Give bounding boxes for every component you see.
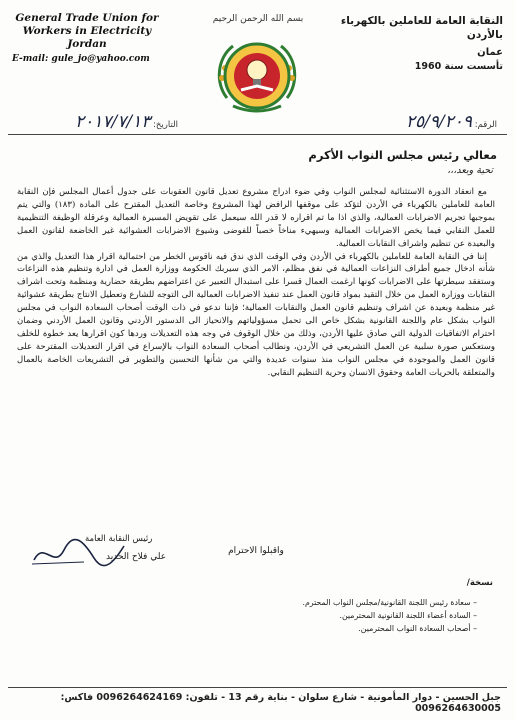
signatory-title: رئيس النقابة العامة [85, 534, 153, 544]
reference-number: ٢٥/٩/٢٠٩ [405, 112, 473, 132]
english-union-name: General Trade Union for Workers in Electricity Jordan [15, 12, 159, 50]
footer-divider [8, 687, 507, 688]
cc-item: – سعادة رئيس اللجنة القانونية/مجلس النواب المحترم. [217, 596, 477, 609]
email-address: E-mail: gule_jo@yahoo.com [12, 54, 150, 64]
reference-label: الرقم: [474, 120, 497, 130]
date-label: التاريخ: [153, 120, 178, 130]
date-row [18, 112, 178, 132]
body-paragraph: إننا في النقابة العامة للعاملين بالكهرباء في الأردن وفي الوقت الذي ندق فيه ناقوس الخطر من احتمالية اقرار هذا التعديل والذي من شأنه ادخال جميع أطراف النزاعات العمالية في نفق مظلم، الامر الذي سيربك الحكومة ووزارة العمل في ادارة وتنظيم هذه النزاعات وستفقد سيطرتها على الاضرابات كونها ارغمت العمال قسرا على استبدال التعبير عن اعتراضهم بطريقة حضارية ومنظمة وتحت اشراف النقابات ووزارة العمل من خلال التقيد بمواد قانون العمل عند تنفيذ الاضرابات العمالية الى التوجه للشارع وتعطيل الانتاج بطريقة عشوائية غير منظمة وبعيدة عن اشراف وتنظيم قانون العمل والنقابات العمالية؛ فإننا ندعو في ذات الوقت أصحاب السعادة النواب في مجلس النواب بشكل عام واللجنة القانونية بشكل خاص الى تحمل مسؤولياتهم والانحياز الى الدستور الأردني وقانون العمل الأردني وضمان احترام الاتفاقيات الدولية التي صادق عليها الأردن، وذلك من خلال الوقوف في وجه هذه التعديلات وردها كون اقرارها يعد خطوة للخلف وستعكس صورة سلبية عن العمل التشريعي في الأردن، ونطالب أصحاب السعادة النواب بالإسراع في اقرار التعديلات المقترحة على قانون العمل والموجودة في مجلس النواب منذ سنوات عديدة والتي من شأنها التحسين والتطوير في التشريعات الخاصة بالعمال والمتعلقة بالحريات العامة وحقوق الانسان وحرية التنظيم النقابي. [17, 251, 495, 378]
cc-item: – السادة أعضاء اللجنة القانونية المحترمين. [217, 609, 477, 622]
header-divider [8, 134, 507, 135]
letter-body [17, 186, 495, 380]
cc-item: – أصحاب السعادة النواب المحترمين. [217, 622, 477, 635]
letter-greeting: تحية وبعد،،، [447, 165, 493, 176]
english-letterhead [12, 12, 162, 66]
body-paragraph: مع انعقاد الدورة الاستثنائية لمجلس النواب وفي ضوء ادراج مشروع تعديل قانون العقوبات على جدول أعمال المجلس فإن النقابة العامة للعاملين بالكهرباء في الأردن لتؤكد على موقفها الرافض لهذا المشروع وخاصة التعديل المقترح على المادة (١٨٣) والتي يتم بموجبها تجريم الاضرابات العمالية، والذي اذا ما تم اقراره لا قدر الله سيعمل على تقويض المسيرة العمالية وعرقلة الوظيفة التنظيمية للعمل النقابي فيما يخص الاضرابات العمالية وسيهيء مناخاً خصباً للفوضى وشيوع الاضرابات العشوائية غير الخاضعة لقانون العمل والبعيدة عن تنظيم واشراف النقابات العمالية. [17, 187, 495, 249]
date-value: ٢٠١٧/٧/١٣ [74, 112, 151, 132]
basmala: بسم الله الرحمن الرحيم [212, 14, 304, 24]
arabic-letterhead [313, 14, 503, 74]
cc-heading: نسخة/ [466, 578, 493, 588]
arabic-union-name: النقابة العامة للعاملين بالكهرباء بالأردن [340, 15, 503, 41]
letter-salutation: معالي رئيس مجلس النواب الأكرم [308, 148, 497, 162]
letter-closing: واقبلوا الاحترام [228, 546, 284, 556]
reference-number-row [337, 112, 497, 132]
city-name: عمان [477, 47, 503, 58]
cc-list [217, 596, 477, 635]
signatory-name: علي فلاح الحديد [106, 552, 167, 562]
footer-address: جبل الحسين - دوار المأمونية - شارع سلوان - بناية رقم 13 - تلفون: 0096264624169 فاكس: 0096264630005 [60, 692, 501, 714]
union-emblem-logo [205, 28, 309, 116]
founded-year: تأسست سنة 1960 [414, 61, 503, 72]
